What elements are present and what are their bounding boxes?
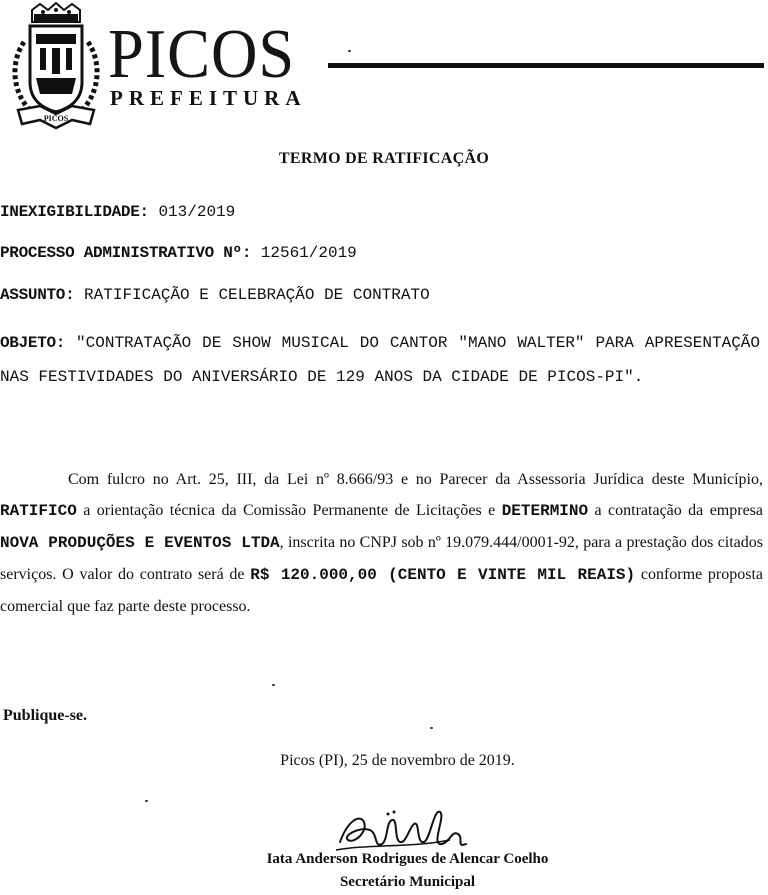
svg-text:PICOS: PICOS [43, 114, 69, 123]
municipal-crest-logo [10, 2, 102, 134]
letterhead-brand [108, 16, 311, 110]
field-label: ASSUNTO: [0, 286, 75, 304]
field-value: 013/2019 [158, 203, 236, 221]
field-value: RATIFICAÇÃO E CELEBRAÇÃO DE CONTRATO [84, 286, 430, 304]
contract-value: R$ 120.000,00 (CENTO E VINTE MIL REAIS) [250, 566, 636, 584]
paragraph-text: conforme proposta comercial que faz parte deste processo. [0, 566, 764, 615]
field-label: OBJETO: [0, 334, 66, 352]
brand-name: PICOS [108, 16, 296, 93]
document-title: TERMO DE RATIFICAÇÃO [278, 150, 490, 167]
company-name: NOVA PRODUÇÕES E EVENTOS LTDA [0, 534, 280, 552]
paragraph-text: a orientação técnica da Comissão Permanente de Licitações e [76, 502, 502, 519]
header-rule [328, 63, 764, 68]
signer-role: Secretário Municipal [339, 874, 476, 890]
paragraph-text: a contratação da empresa [588, 502, 764, 519]
paragraph-text: Com fulcro no Art. 25, III, da Lei nº 8.666/93 e no Parecer da Assessoria Jurídica deste Município, [68, 471, 763, 488]
signer-name: Iata Anderson Rodrigues de Alencar Coelho [266, 851, 549, 867]
scan-speck [145, 800, 148, 802]
paragraph-text: , inscrita no CNPJ sob nº 19.079.444/0001-92, para a prestação dos citados serviços. O valor do contrato será de [0, 534, 763, 583]
keyword-ratifico: RATIFICO [0, 502, 77, 520]
field-value: "CONTRATAÇÃO DE SHOW MUSICAL DO CANTOR "MANO WALTER" PARA APRESENTAÇÃO NAS FESTIVIDADES DO ANIVERSÁRIO DE 129 ANOS DA CIDADE DE PICOS-PI". [0, 334, 760, 386]
field-label: INEXIGIBILIDADE: [0, 203, 149, 221]
scan-speck [272, 684, 275, 686]
ratification-paragraph [0, 464, 763, 622]
field-assunto [0, 286, 430, 304]
place-and-date: Picos (PI), 25 de novembro de 2019. [280, 752, 515, 769]
brand-subtitle: PREFEITURA [110, 86, 307, 110]
publique-se: Publique-se. [3, 707, 88, 724]
keyword-determino: DETERMINO [501, 502, 589, 520]
field-label: PROCESSO ADMINISTRATIVO Nº: [0, 244, 252, 262]
field-value: 12561/2019 [260, 244, 357, 262]
scan-speck [348, 50, 351, 52]
field-objeto [0, 326, 760, 394]
field-inexigibilidade [0, 203, 235, 221]
scan-speck [430, 727, 433, 729]
field-processo [0, 244, 357, 262]
